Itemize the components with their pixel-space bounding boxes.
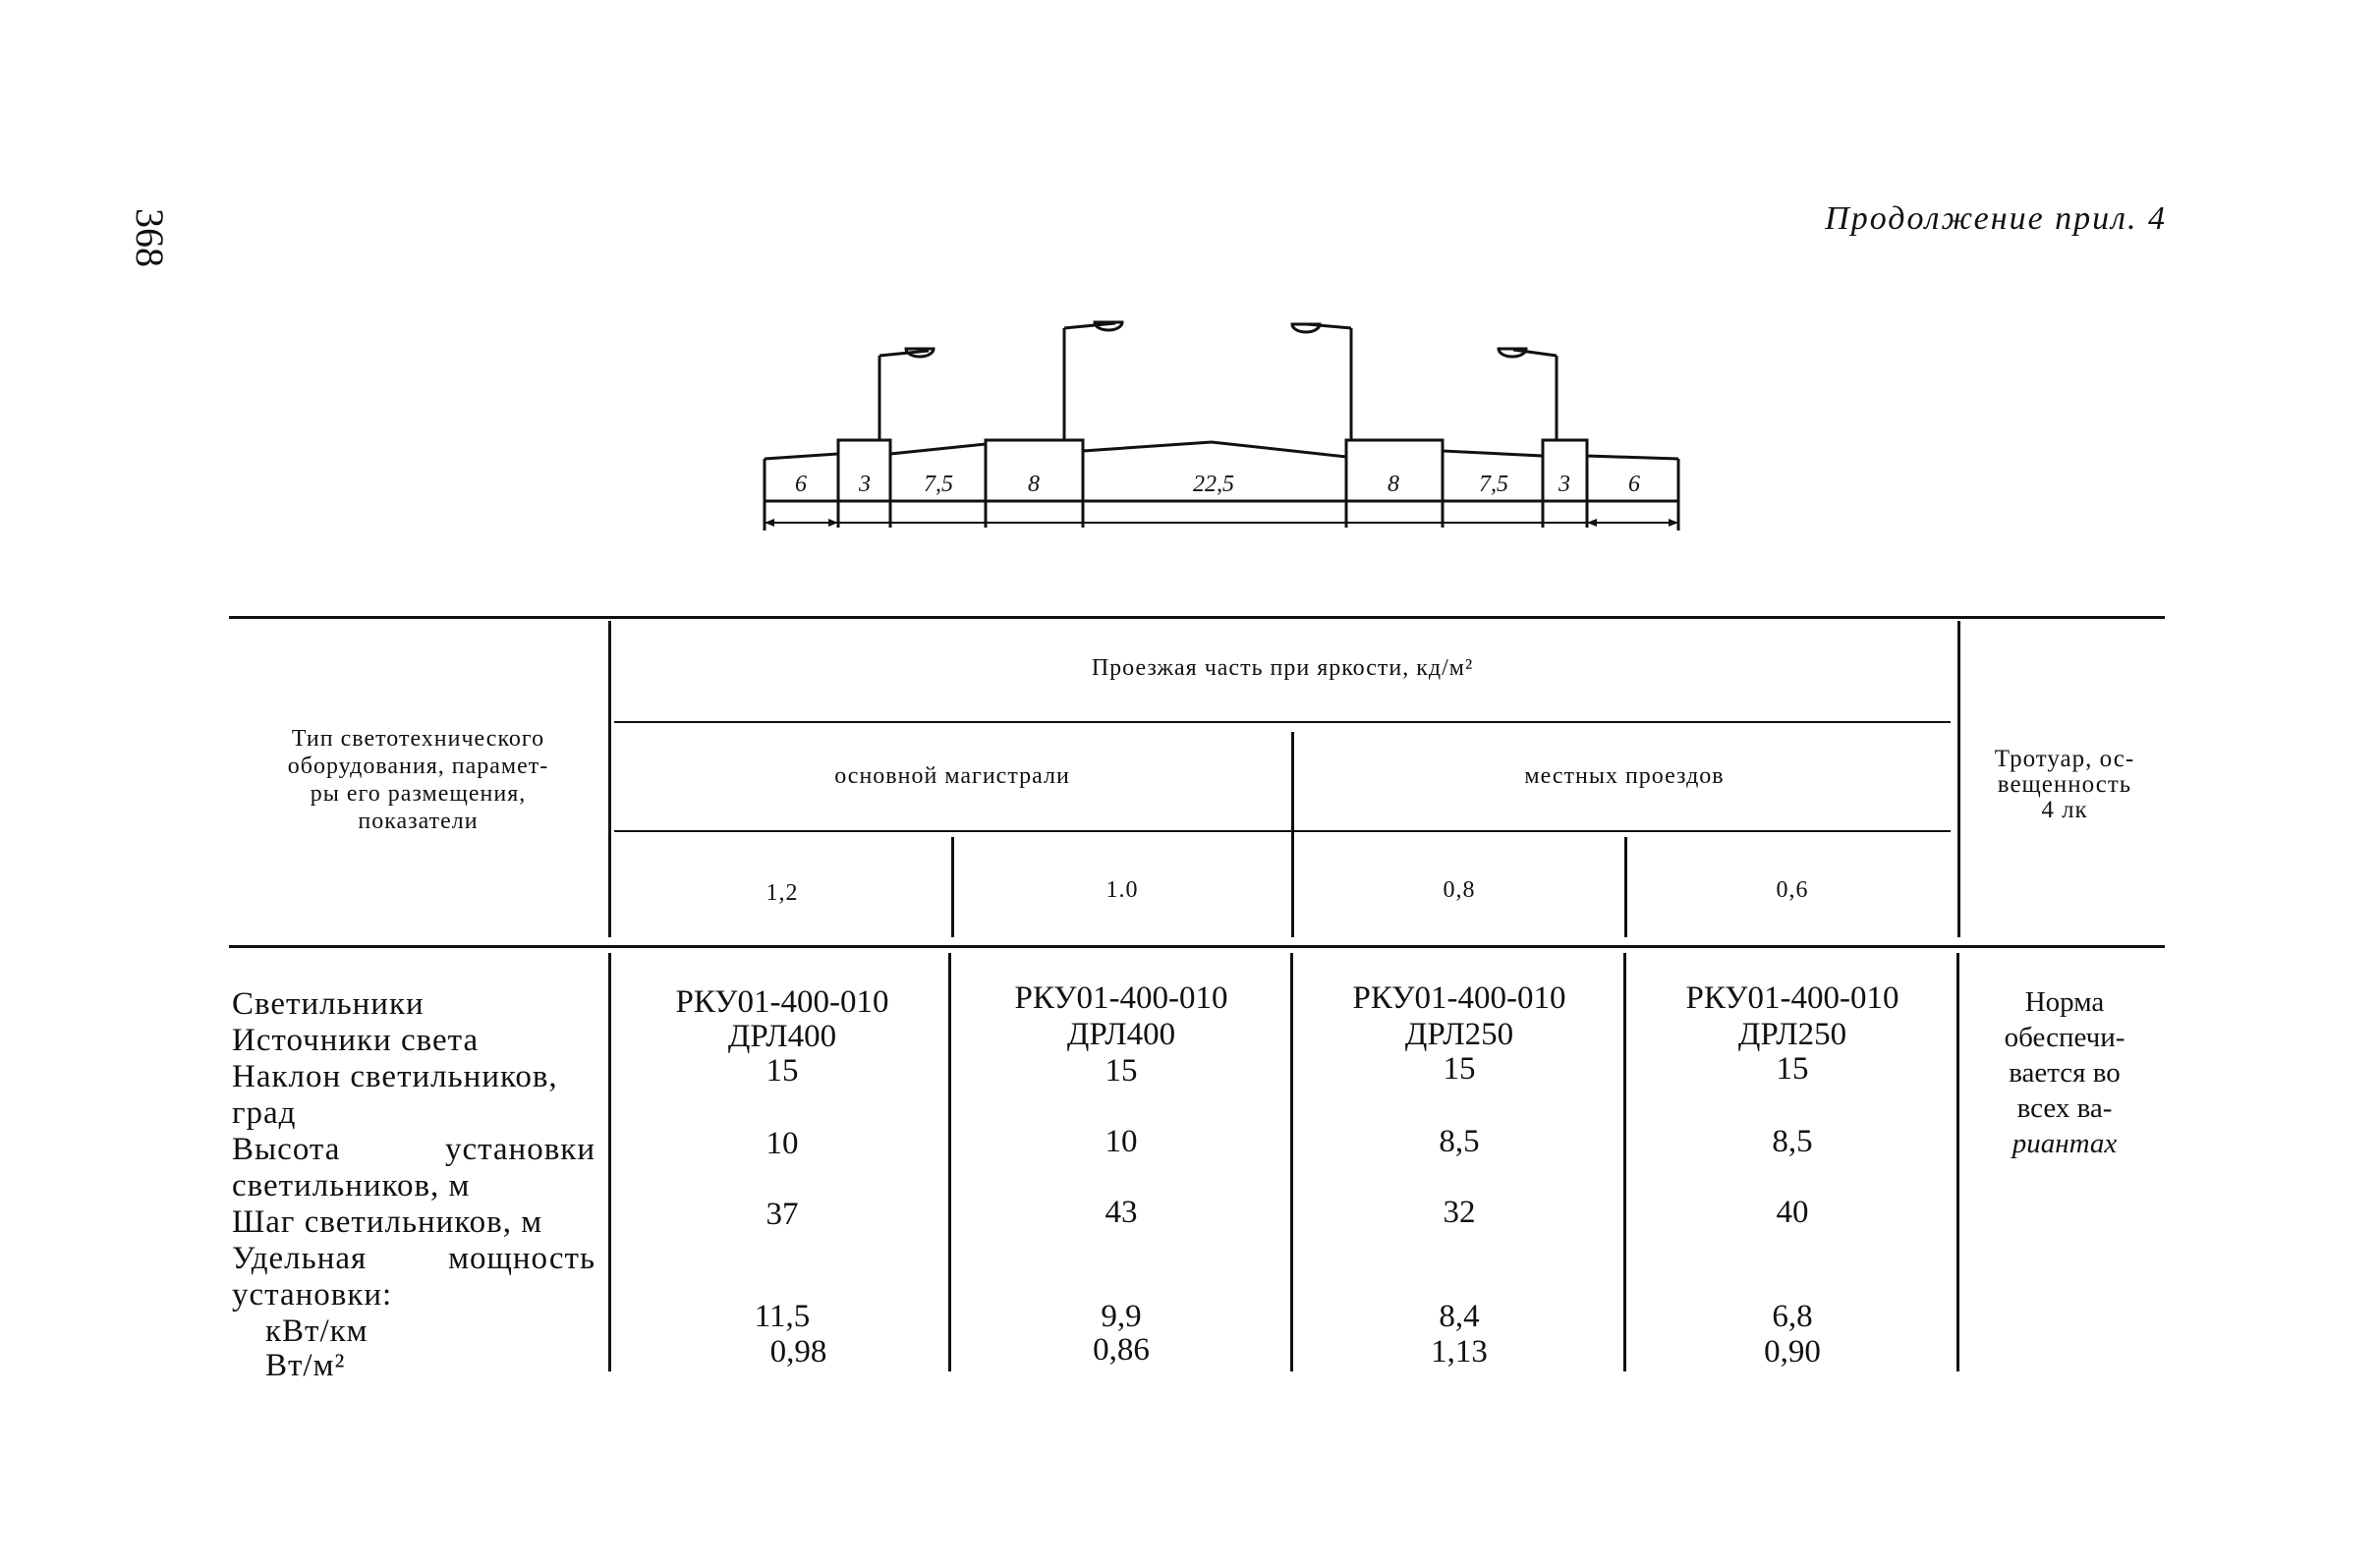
- col4-step: 40: [1776, 1195, 1809, 1230]
- col2-luminaire: РКУ01-400-010: [1014, 980, 1228, 1016]
- body-divider-1: [608, 953, 611, 1371]
- col-divider-1-2: [951, 837, 954, 937]
- col1-w-m2: 0,98: [769, 1334, 827, 1370]
- col1-height: 10: [765, 1126, 799, 1161]
- local-road-header: местных проездов: [1524, 763, 1725, 789]
- row-label-light-sources: Источники света: [232, 1023, 480, 1058]
- lamp-pole-2: [1064, 322, 1122, 440]
- dim-label-7: 7,5: [1479, 472, 1508, 497]
- row-label-w-m2: Вт/м²: [265, 1348, 346, 1383]
- road-cross-section-diagram: [757, 316, 1690, 552]
- col4-height: 8,5: [1772, 1124, 1813, 1159]
- col4-kw-km: 6,8: [1772, 1299, 1813, 1334]
- col4-w-m2: 0,90: [1764, 1334, 1821, 1370]
- row-label-luminaires: Светильники: [232, 986, 425, 1022]
- luminance-value-4: 0,6: [1776, 877, 1809, 903]
- col4-tilt: 15: [1776, 1051, 1809, 1087]
- dim-label-3: 7,5: [924, 472, 953, 497]
- dim-label-6: 8: [1388, 472, 1399, 497]
- sidewalk-header: Тротуар, ос- вещенность 4 лк: [1994, 746, 2135, 823]
- col3-w-m2: 1,13: [1431, 1334, 1488, 1370]
- col2-w-m2: 0,86: [1093, 1332, 1150, 1368]
- col2-tilt: 15: [1105, 1053, 1138, 1089]
- sidewalk-note: Норма обеспечи- вается во всех ва- риантах: [2004, 986, 2125, 1159]
- col-divider-1: [608, 621, 611, 937]
- dim-label-1: 6: [795, 472, 807, 497]
- row-label-power: Удельная мощность: [232, 1241, 595, 1276]
- table-top-rule: [229, 616, 2165, 619]
- col1-luminaire: РКУ01-400-010: [675, 984, 889, 1020]
- col1-source: ДРЛ400: [727, 1019, 837, 1054]
- col-divider-main-local: [1291, 732, 1294, 937]
- row-label-height-unit: светильников, м: [232, 1168, 471, 1203]
- dim-label-9: 6: [1628, 472, 1640, 497]
- body-divider-4: [1623, 953, 1626, 1371]
- roadway-header: Проезжая часть при яркости, кд/м²: [1091, 655, 1474, 681]
- col3-luminaire: РКУ01-400-010: [1352, 980, 1566, 1016]
- row-label-step: Шаг светильников, м: [232, 1204, 543, 1240]
- lamp-pole-1: [879, 349, 934, 440]
- col2-kw-km: 9,9: [1101, 1299, 1142, 1334]
- param-column-header: Тип светотехнического оборудования, парамет- ры его размещения, показатели: [287, 726, 549, 834]
- col2-source: ДРЛ400: [1066, 1017, 1176, 1052]
- col3-tilt: 15: [1443, 1051, 1476, 1087]
- row-label-height: Высота установки: [232, 1132, 595, 1167]
- col3-step: 32: [1443, 1195, 1476, 1230]
- main-road-header: основной магистрали: [834, 763, 1070, 789]
- lamp-pole-4: [1499, 349, 1557, 440]
- table-header-rule: [229, 945, 2165, 948]
- dim-label-5: 22,5: [1193, 472, 1234, 497]
- dim-label-2: 3: [859, 472, 871, 497]
- luminance-value-2: 1.0: [1105, 877, 1139, 903]
- row-label-tilt-unit: град: [232, 1095, 297, 1131]
- col4-source: ДРЛ250: [1737, 1017, 1847, 1052]
- col2-step: 43: [1105, 1195, 1138, 1230]
- luminance-value-1: 1,2: [765, 880, 799, 906]
- col-divider-sidewalk: [1957, 621, 1960, 937]
- page-number: 368: [128, 208, 172, 267]
- col-divider-3-4: [1624, 837, 1627, 937]
- luminance-value-3: 0,8: [1443, 877, 1476, 903]
- row-label-kw-km: кВт/км: [265, 1314, 368, 1349]
- col1-step: 37: [765, 1197, 799, 1232]
- dim-label-8: 3: [1558, 472, 1570, 497]
- col4-luminaire: РКУ01-400-010: [1685, 980, 1899, 1016]
- running-head: Продолжение прил. 4: [1825, 200, 2167, 237]
- col3-kw-km: 8,4: [1439, 1299, 1480, 1334]
- body-divider-3: [1290, 953, 1293, 1371]
- body-divider-5: [1956, 953, 1959, 1371]
- col1-kw-km: 11,5: [754, 1299, 811, 1334]
- col3-height: 8,5: [1439, 1124, 1480, 1159]
- roadway-subrule: [614, 721, 1951, 723]
- col3-source: ДРЛ250: [1404, 1017, 1514, 1052]
- lamp-pole-3: [1292, 324, 1351, 440]
- col1-tilt: 15: [765, 1053, 799, 1089]
- row-label-power-cont: установки:: [232, 1277, 393, 1313]
- dim-label-4: 8: [1028, 472, 1040, 497]
- road-type-subrule: [614, 830, 1951, 832]
- row-label-tilt: Наклон светильников,: [232, 1059, 558, 1094]
- col2-height: 10: [1105, 1124, 1138, 1159]
